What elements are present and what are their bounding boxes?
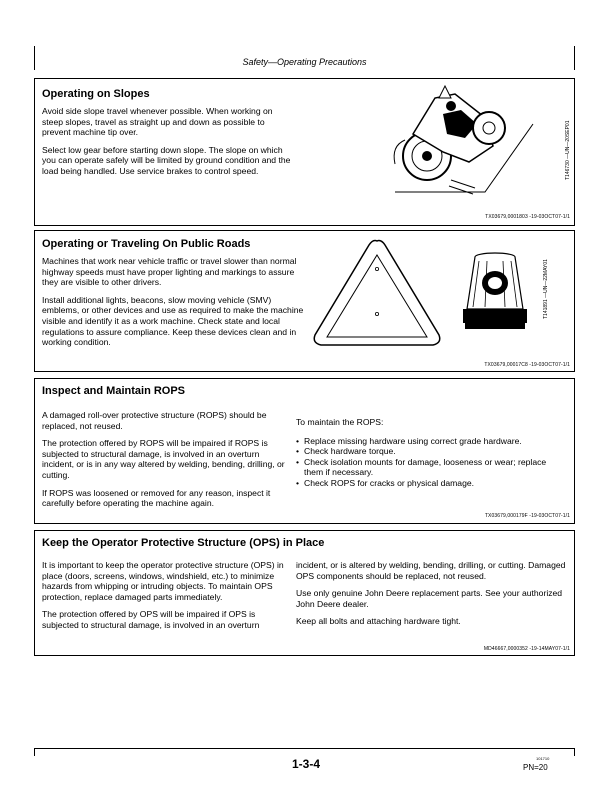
list-item: • Check ROPS for cracks or physical damage. — [296, 478, 566, 489]
page-number: 1-3-4 — [291, 757, 320, 771]
section-title: Keep the Operator Protective Structure (OPS) in Place — [42, 537, 325, 549]
figure-code: T146730 —UN—20SEP01 — [565, 120, 571, 180]
page-header — [34, 46, 575, 70]
paragraph: If ROPS was loosened or removed for any reason, inspect it carefully before operating the machine again. — [42, 487, 271, 509]
section-title: Operating or Traveling On Public Roads — [42, 238, 251, 250]
section-title: Inspect and Maintain ROPS — [42, 385, 186, 397]
list-item: • Check isolation mounts for damage, looseness or wear; replace them if necessary. — [296, 457, 566, 478]
section-right-column — [296, 560, 566, 627]
footer-tick — [34, 748, 35, 756]
paragraph: The protection offered by ROPS will be impaired if ROPS is subjected to structural damage, is involved in an overturn incident, or is in any way altered by welding, bending, drilling, or cutting. — [42, 438, 285, 480]
reference-code: TX03679,0001803 -19-03OCT07-1/1 — [485, 214, 570, 220]
bullet-list — [296, 436, 566, 489]
section-left-column — [42, 560, 290, 631]
section-body — [42, 256, 310, 348]
section-left-column — [42, 410, 290, 509]
paragraph: Use only genuine John Deere replacement parts. See your authorized John Deere dealer. — [296, 588, 563, 609]
section-title: Operating on Slopes — [42, 88, 150, 100]
paragraph: Select low gear before starting down slope. The slope on which you can operate safely will be limited by ground condition and the load being handled. Use service brakes to control speed. — [42, 144, 291, 176]
section-body — [42, 106, 292, 177]
smv-emblem-icon — [311, 237, 443, 353]
beacon-light-icon — [455, 249, 535, 333]
paragraph: Avoid side slope travel whenever possible. When working on steep slopes, travel as straight up and down as possible to prevent machine tip over. — [42, 106, 273, 138]
paragraph: A damaged roll-over protective structure (ROPS) should be replaced, not reused. — [42, 410, 267, 431]
paragraph: It is important to keep the operator protective structure (OPS) in place (doors, screens, windows, windshield, etc.) to minimize hazards from whipping or intruding objects. To maintain OPS protection, replace damaged parts immediately. — [42, 560, 284, 602]
footer-tick — [574, 748, 575, 756]
reference-code: MD46667,0000352 -19-14MAY07-1/1 — [483, 646, 570, 652]
paragraph: The protection offered by OPS will be impaired if OPS is subjected to structural damage, is involved in an overturn — [42, 609, 260, 630]
paragraph: incident, or is altered by welding, bending, drilling, or cutting. Damaged OPS components should be replaced, not reused. — [296, 560, 566, 581]
section-operating-on-slopes — [34, 78, 575, 226]
running-header-title: Safety—Operating Precautions — [242, 57, 367, 67]
section-right-column — [296, 417, 566, 489]
section-inspect-rops — [34, 378, 575, 524]
paragraph: Machines that work near vehicle traffic or travel slower than normal highway speeds must have proper lighting and markings to assure they are visible to other drivers. — [42, 256, 297, 288]
footer-code: 101710 — [536, 756, 550, 761]
section-public-roads — [34, 230, 575, 372]
reference-code: TX03679,000179F -19-03OCT07-1/1 — [484, 513, 570, 519]
list-item: • Check hardware torque. — [296, 446, 566, 457]
page-pn: PN=20 — [523, 763, 548, 772]
paragraph: Keep all bolts and attaching hardware tight. — [296, 616, 461, 627]
reference-code: TX03679,00017C8 -19-03OCT07-1/1 — [484, 362, 570, 368]
paragraph: Install additional lights, beacons, slow moving vehicle (SMV) emblems, or other devices and use as required to make the machine visible and identify it as a work machine. Check state and local regulations to assure compliance. Keep these devices clean and in working condition. — [42, 294, 304, 348]
figure-code: T141891 —UN—22MAY01 — [543, 259, 549, 319]
footer-rule — [34, 748, 575, 749]
slope-tractor-illustration — [365, 84, 545, 196]
paragraph: To maintain the ROPS: — [296, 417, 384, 427]
list-item: • Replace missing hardware using correct grade hardware. — [296, 436, 566, 447]
section-ops-in-place — [34, 530, 575, 656]
